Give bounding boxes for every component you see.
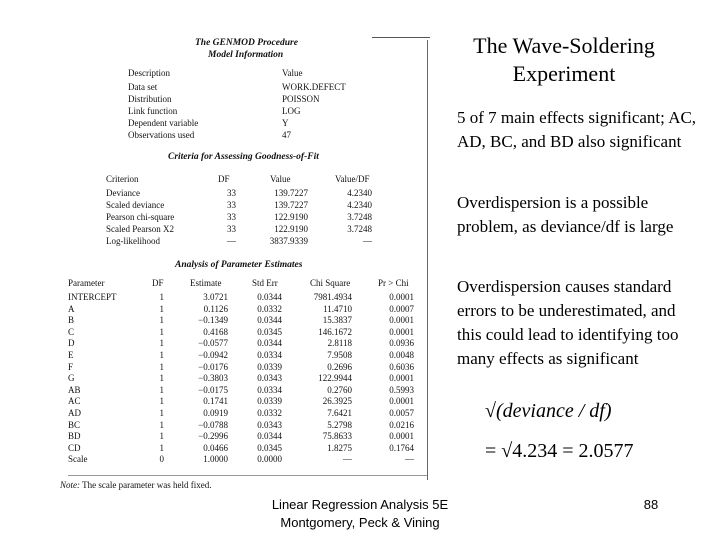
est-row-chisq: 15.3837 [322,315,352,326]
model-header-value: Value [282,68,303,78]
est-row-p: 0.0001 [389,396,414,407]
formula [485,396,685,466]
est-header-df: DF [152,278,164,288]
est-row-estimate: 0.0919 [203,408,228,418]
est-row-p: 0.0936 [389,338,414,349]
gof-row-value: 139.7227 [274,188,308,198]
model-row-description: Observations used [128,130,195,140]
est-row-parameter: AC [68,396,81,407]
est-row-estimate: −0.3803 [198,373,228,384]
slide-title: The Wave-Soldering Experiment [473,33,655,86]
model-row-value: LOG [282,106,301,116]
gof-row-criterion: Pearson chi-square [106,212,175,222]
est-row-parameter: AB [68,384,81,395]
model-row-value: POISSON [282,94,320,104]
est-row-estimate: 0.1741 [203,396,228,407]
est-row-p: — [405,454,414,465]
est-row-df: 1 [159,361,164,372]
est-row-df: 1 [159,303,164,314]
footer-line-1: Linear Regression Analysis 5E [271,497,449,512]
est-row-chisq: 7.9508 [327,350,352,360]
sas-output [60,30,450,490]
est-row-estimate: −0.0577 [198,338,228,349]
est-row-df: 1 [159,373,164,384]
gof-row-value: 3837.9339 [269,236,308,246]
formula-line-1: √(deviance / df) [485,400,612,422]
model-info-title: Model Information [208,50,284,60]
est-row-chisq: 0.2760 [327,384,352,395]
est-row-p: 0.0001 [389,373,414,384]
footer-citation [240,496,480,532]
est-row-stderr: 0.0345 [257,326,282,337]
est-row-p: 0.6036 [389,361,414,372]
est-row-p: 0.0001 [389,315,414,326]
est-row-parameter: D [68,338,75,349]
gof-row-value: 139.7227 [274,200,308,210]
gof-row-valuedf: 4.2340 [347,188,372,198]
est-row-stderr: 0.0344 [257,292,282,302]
est-row-p: 0.0216 [389,419,414,430]
est-header-stderr: Std Err [252,278,278,288]
est-row-df: 1 [159,315,164,326]
est-row-parameter: BC [68,419,81,430]
est-row-chisq: 122.9944 [318,373,352,384]
est-row-parameter: BD [68,431,81,442]
bottom-rule [68,475,428,476]
est-row-parameter: AD [68,408,81,418]
est-row-estimate: −0.1349 [198,315,228,326]
est-row-stderr: 0.0339 [257,361,282,372]
est-row-parameter: CD [68,442,81,453]
est-header-estimate: Estimate [190,278,222,288]
est-row-chisq: 7.6421 [327,408,352,418]
est-row-df: 1 [159,442,164,453]
gof-row-valuedf: 4.2340 [347,200,372,210]
est-row-stderr: 0.0343 [257,373,282,384]
est-row-df: 1 [159,338,164,349]
gof-row-criterion: Log-likelihood [106,236,160,246]
est-row-chisq: 5.2798 [327,419,352,430]
gof-row-criterion: Deviance [106,188,140,198]
model-row-description: Link function [128,106,178,116]
gof-row-df: — [227,236,236,246]
image-right-border [427,40,428,480]
est-row-estimate: −0.0176 [198,361,228,372]
est-row-p: 0.0057 [389,408,414,418]
est-row-stderr: 0.0343 [257,419,282,430]
model-row-value: WORK.DEFECT [282,82,346,92]
est-header-p: Pr > Chi [378,278,409,288]
note-text: The scale parameter was held fixed. [82,480,212,490]
gof-row-df: 33 [227,200,236,210]
est-row-stderr: 0.0345 [257,442,282,453]
est-row-stderr: 0.0344 [257,338,282,349]
gof-row-valuedf: 3.7248 [347,224,372,234]
est-row-stderr: 0.0332 [257,408,282,418]
est-row-stderr: 0.0334 [257,350,282,360]
est-row-df: 1 [159,396,164,407]
model-header-description: Description [128,68,170,78]
est-row-parameter: B [68,315,75,326]
est-header-parameter: Parameter [68,278,105,288]
gof-row-df: 33 [227,212,236,222]
proc-title: The GENMOD Procedure [195,38,298,48]
est-row-parameter: F [68,361,74,372]
page-number: 88 [643,497,659,512]
est-row-estimate: 1.0000 [203,454,228,465]
est-row-estimate: −0.0788 [198,419,228,430]
est-row-df: 1 [159,419,164,430]
gof-row-criterion: Scaled Pearson X2 [106,224,174,234]
bullet-1: 5 of 7 main effects significant; AC, AD, BC, and BD also significant [457,108,697,151]
gof-row-df: 33 [227,224,236,234]
est-row-df: 1 [159,431,164,442]
est-row-parameter: E [68,350,74,360]
est-row-df: 1 [159,408,164,418]
est-row-chisq: 75.8633 [322,431,352,442]
gof-row-df: 33 [227,188,236,198]
est-row-p: 0.0001 [389,292,414,302]
gof-row-valuedf: — [363,236,372,246]
est-row-p: 0.0001 [389,326,414,337]
estimates-title: Analysis of Parameter Estimates [175,260,303,270]
est-row-stderr: 0.0339 [257,396,282,407]
est-row-p: 0.0048 [389,350,414,360]
gof-header-criterion: Criterion [106,174,139,184]
est-row-p: 0.0001 [389,431,414,442]
est-row-estimate: 0.1126 [203,303,228,314]
model-row-value: 47 [282,130,291,140]
est-row-p: 0.5993 [389,384,414,395]
bullet-2: Overdispersion is a possible problem, as deviance/df is large [457,193,674,236]
est-row-estimate: −0.2996 [198,431,228,442]
gof-row-criterion: Scaled deviance [106,200,165,210]
formula-line-2: = √4.234 = 2.0577 [485,440,634,462]
est-row-chisq: 1.8275 [327,442,352,453]
est-row-parameter: A [68,303,75,314]
model-row-description: Dependent variable [128,118,199,128]
note [60,480,212,491]
est-row-chisq: 2.8118 [327,338,352,349]
est-row-df: 1 [159,326,164,337]
bullet-3: Overdispersion causes standard errors to be underestimated, and this could lead to identifying too many effects as significant [457,277,679,368]
model-row-value: Y [282,118,289,128]
est-row-stderr: 0.0344 [257,431,282,442]
est-row-estimate: −0.0175 [198,384,228,395]
est-row-df: 1 [159,292,164,302]
est-row-parameter: G [68,373,75,384]
gof-header-df: DF [218,174,230,184]
est-row-stderr: 0.0332 [257,303,282,314]
est-row-parameter: INTERCEPT [68,292,117,302]
gof-header-value: Value [270,174,291,184]
gof-title: Criteria for Assessing Goodness-of-Fit [168,152,319,162]
footer-line-2: Montgomery, Peck & Vining [280,515,440,530]
est-row-estimate: 0.0466 [203,442,228,453]
est-row-parameter: Scale [68,454,88,465]
est-row-estimate: −0.0942 [198,350,228,360]
top-divider [372,37,430,38]
model-row-description: Data set [128,82,158,92]
est-row-chisq: — [343,454,352,465]
est-row-parameter: C [68,326,75,337]
est-row-chisq: 7981.4934 [313,292,352,302]
est-row-df: 1 [159,384,164,395]
est-row-stderr: 0.0000 [257,454,282,465]
est-row-estimate: 3.0721 [203,292,228,302]
gof-row-valuedf: 3.7248 [347,212,372,222]
note-label: Note: [60,480,80,490]
est-row-chisq: 26.3925 [322,396,352,407]
est-row-stderr: 0.0334 [257,384,282,395]
est-row-p: 0.0007 [389,303,414,314]
est-row-df: 0 [159,454,164,465]
est-row-chisq: 0.2696 [327,361,352,372]
est-row-chisq: 146.1672 [318,326,352,337]
model-row-description: Distribution [128,94,172,104]
gof-row-value: 122.9190 [274,212,308,222]
est-row-chisq: 11.4710 [323,303,352,314]
est-row-df: 1 [159,350,164,360]
gof-header-valuedf: Value/DF [335,174,370,184]
est-row-p: 0.1764 [389,442,414,453]
est-row-stderr: 0.0344 [257,315,282,326]
est-header-chisq: Chi Square [310,278,351,288]
gof-row-value: 122.9190 [274,224,308,234]
est-row-estimate: 0.4168 [203,326,228,337]
